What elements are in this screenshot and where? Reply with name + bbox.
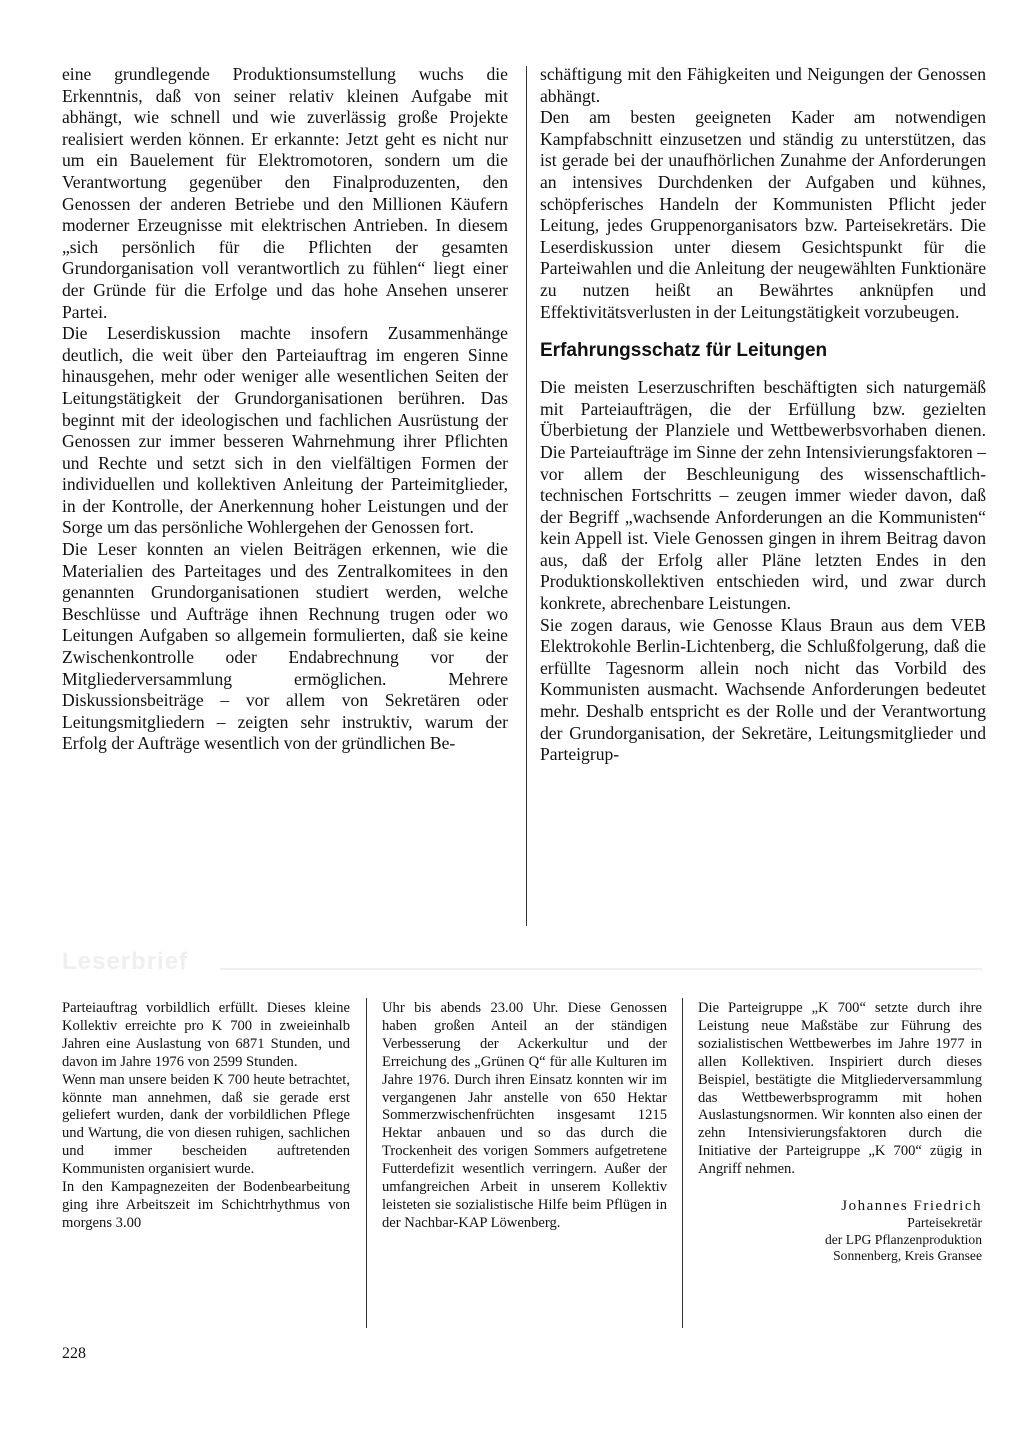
section-heading: Erfahrungsschatz für Leitungen — [540, 340, 828, 362]
paragraph: Wenn man unsere beiden K 700 heute betrachtet, könnte man annehmen, daß sie gerade erst geliefert wurden, dank der vorbildlichen Pflege und Wartung, die von diesen ruhigen, sachlichen und immer bescheiden auftretenden Kommunisten organisiert wurde. — [62, 1071, 350, 1178]
paragraph: Die Leser konnten an vielen Beiträgen erkennen, wie die Materialien des Parteitages und des Zentralkomitees in den genannten Grundorganisationen studiert werden, welche Beschlüsse und Aufträge ihnen Rechnung trugen oder wo Leitungen Aufgaben so allgemein formulierten, daß sie keine Zwischenkontrolle oder Endabrechnung vor der Mitgliederversammlung ermöglichen. Mehrere Diskussionsbeiträge – vor allem von Sekretären oder Leitungsmitgliedern – zeigten sehr instruktiv, warum der Erfolg der Aufträge wesentlich von der gründlichen Be- — [62, 539, 508, 754]
signature-block — [698, 1197, 982, 1265]
letter-column-3 — [698, 1000, 982, 1265]
author-name: Johannes Friedrich — [841, 1198, 982, 1215]
banner-label: Leserbrief — [62, 948, 189, 975]
paragraph: In den Kampagnezeiten der Bodenbearbeitung ging ihre Arbeitszeit im Schichtrhythmus von morgens 3.00 — [62, 1179, 350, 1231]
upper-left-column — [62, 64, 508, 755]
paragraph: Die Parteigruppe „K 700“ setzte durch ihre Leistung neue Maßstäbe zur Führung des sozialistischen Wettbewerbes im Jahre 1977 in allen Kollektiven. Inspiriert durch dieses Beispiel, bestätigte die Mitgliederversammlung das Wettbewerbsprogramm mit hohen Auslastungsnormen. Wir konnten also einen der zehn Intensivierungsfaktoren durch die Initiative der Parteigruppe „K 700“ zügig in Angriff nehmen. — [698, 1000, 982, 1178]
paragraph: schäftigung mit den Fähigkeiten und Neigungen der Genossen abhängt. — [540, 64, 986, 106]
banner-rule — [220, 968, 982, 970]
section-banner — [62, 948, 982, 978]
paragraph: Den am besten geeigneten Kader am notwendigen Kampfabschnitt einzusetzen und ständig zu unterstützen, das ist gerade bei der unaufhörlichen Zunahme der Anforderungen an intensives Durchdenken der Aufgaben und kühnes, schöpferisches Handeln der Kommunisten Pflicht jeder Leitung, jedes Gruppenorganisators bzw. Parteisekretärs. Die Leserdiskussion unter diesem Gesichtspunkt für die Parteiwahlen und die Anleitung der neugewählten Funktionäre zu nutzen heißt an Bewährtes anknüpfen und Effektivitätsverlusten in der Leitungstätigkeit vorzubeugen. — [540, 107, 986, 322]
column-divider — [526, 66, 527, 926]
column-divider — [366, 998, 367, 1328]
column-divider — [682, 998, 683, 1328]
paragraph: Parteiauftrag vorbildlich erfüllt. Dieses kleine Kollektiv erreichte pro K 700 in zweieinhalb Jahren eine Auslastung von 6871 Stunden, und davon im Jahre 1976 von 2599 Stunden. — [62, 1000, 350, 1070]
author-organization: der LPG Pflanzenproduktion — [824, 1231, 982, 1247]
paragraph: Die meisten Leserzuschriften beschäftigten sich naturgemäß mit Parteiaufträgen, die der Erfüllung bzw. gezielten Überbietung der Planziele und Wettbewerbsvorhaben dienen. Die Parteiaufträge im Sinne der zehn Intensivierungsfaktoren – vor allem der Beschleunigung des wissenschaftlich-technischen Fortschritts – zeugen immer wieder davon, daß der Begriff „wachsende Anforderungen an die Kommunisten“ kein Appell ist. Viele Genossen gingen in ihrem Beitrag davon aus, daß der Erfolg aller Pläne letzten Endes in den Produktionskollektiven entschieden wird, und zwar durch konkrete, abrechenbare Leistungen. — [540, 377, 986, 614]
upper-right-column — [540, 64, 986, 766]
paragraph: eine grundlegende Produktionsumstellung wuchs die Erkenntnis, daß von seiner relativ kleinen Aufgabe mit abhängt, wie schnell und wie zuverlässig große Projekte realisiert werden können. Er erkannte: Jetzt geht es nicht nur um ein Bauelement für Elektromotoren, sondern um die Verantwortung gegenüber den Finalproduzenten, den Genossen der anderen Betriebe und den Millionen Käufern moderner Erzeugnisse mit elektrischen Antrieben. In diesem „sich persönlich für die Pflichten der gesamten Grundorganisation voll verantwortlich zu fühlen“ liegt einer der Gründe für die Erfolge und das hohe Ansehen unserer Partei. — [62, 64, 508, 322]
page-number: 228 — [62, 1345, 86, 1362]
paragraph: Uhr bis abends 23.00 Uhr. Diese Genossen haben großen Anteil an der ständigen Verbesserung der Ackerkultur und der Erreichung des „Grünen Q“ für alle Kulturen im Jahre 1976. Durch ihren Einsatz konnten wir im vergangenen Jahr anstelle von 650 Hektar Sommerzwischenfrüchten insgesamt 1215 Hektar anbauen und so das durch die Trockenheit des vorigen Sommers aufgetretene Futterdefizit wesentlich verringern. Außer der umfangreichen Arbeit in unserem Kollektiv leisteten sie sozialistische Hilfe beim Pflügen in der Nachbar-KAP Löwenberg. — [382, 1000, 667, 1231]
paragraph: Sie zogen daraus, wie Genosse Klaus Braun aus dem VEB Elektrokohle Berlin-Lichtenberg, die Schlußfolgerung, daß die erfüllte Tagesnorm allein noch nicht das Vorbild des Kommunisten ausmacht. Wachsende Anforderungen bedeutet mehr. Deshalb entspricht es der Rolle und der Verantwortung der Grundorganisation, der Sekretäre, Leitungsmitglieder und Parteigrup- — [540, 614, 986, 765]
paragraph: Die Leserdiskussion machte insofern Zusammenhänge deutlich, die weit über den Parteiauftrag im engeren Sinne hinausgehen, mehr oder weniger alle wesentlichen Seiten der Leitungstätigkeit der Grundorganisationen berühren. Das beginnt mit der ideologischen und fachlichen Ausrüstung der Genossen zur immer besseren Wahrnehmung ihrer Pflichten und Rechte und setzt sich in den vielfältigen Formen der individuellen und kollektiven Anleitung der Parteimitglieder, in der Kontrolle, der Anerkennung hoher Leistungen und der Sorge um das persönliche Wohlergehen der Genossen fort. — [62, 323, 508, 538]
letter-column-2 — [382, 1000, 667, 1233]
author-place: Sonnenberg, Kreis Gransee — [833, 1248, 982, 1264]
author-title: Parteisekretär — [907, 1215, 982, 1231]
letter-column-1 — [62, 1000, 350, 1233]
